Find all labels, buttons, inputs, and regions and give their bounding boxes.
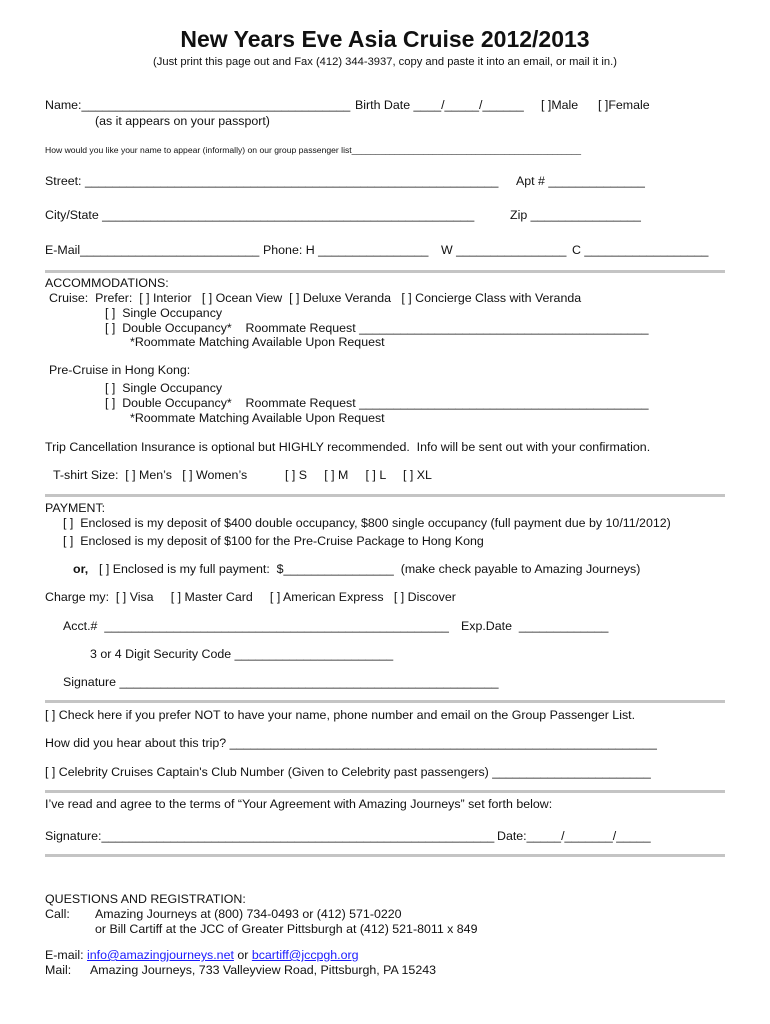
form-subtitle: (Just print this page out and Fax (412) 344-3937, copy and paste it into an email, or mail it in.) — [153, 56, 617, 68]
call-line-1: Amazing Journeys at (800) 734-0493 or (412) 571-0220 — [95, 907, 402, 921]
single-occupancy-checkbox[interactable]: [ ] Single Occupancy — [105, 306, 223, 320]
section-divider — [45, 790, 725, 793]
accommodations-heading: ACCOMMODATIONS: — [45, 276, 169, 290]
phone-work-field[interactable]: W ________________ — [441, 243, 567, 257]
precruise-roommate-note: *Roommate Matching Available Upon Request — [130, 411, 385, 425]
tshirt-options[interactable]: T-shirt Size: [ ] Men’s [ ] Women’s — [53, 468, 248, 482]
male-checkbox[interactable]: [ ]Male — [541, 98, 579, 112]
mail-address: Amazing Journeys, 733 Valleyview Road, Pittsburgh, PA 15243 — [90, 963, 436, 977]
call-label: Call: — [45, 907, 70, 921]
female-checkbox[interactable]: [ ]Female — [598, 98, 650, 112]
cruise-preference-options[interactable]: Cruise: Prefer: [ ] Interior [ ] Ocean View [ ] Deluxe Veranda [ ] Concierge Class with Veranda — [49, 291, 582, 305]
tshirt-size-options[interactable]: [ ] S [ ] M [ ] L [ ] XL — [285, 468, 432, 482]
section-divider — [45, 700, 725, 703]
deposit-double-checkbox[interactable]: [ ] Enclosed is my deposit of $400 double occupancy, $800 single occupancy (full payment due by 10/11/2012) — [63, 516, 671, 530]
deposit-precruise-checkbox[interactable]: [ ] Enclosed is my deposit of $100 for the Pre-Cruise Package to Hong Kong — [63, 534, 484, 548]
full-payment-checkbox[interactable]: [ ] Enclosed is my full payment: $________________ (make check payable to Amazing Journeys) — [99, 562, 641, 576]
roommate-note: *Roommate Matching Available Upon Request — [130, 335, 385, 349]
mail-label: Mail: — [45, 963, 72, 977]
exp-date-field[interactable]: Exp.Date _____________ — [461, 619, 609, 633]
apt-field[interactable]: Apt # ______________ — [516, 174, 645, 188]
call-line-2: or Bill Cartiff at the JCC of Greater Pittsburgh at (412) 521-8011 x 849 — [95, 922, 478, 936]
security-code-field[interactable]: 3 or 4 Digit Security Code _______________________ — [90, 647, 394, 661]
or-label: or, — [73, 562, 89, 576]
double-occupancy-checkbox[interactable]: [ ] Double Occupancy* Roommate Request __________________________________________ — [105, 321, 649, 335]
precruise-single-checkbox[interactable]: [ ] Single Occupancy — [105, 381, 223, 395]
phone-home-field[interactable]: Phone: H ________________ — [263, 243, 429, 257]
informal-name-field[interactable]: How would you like your name to appear (informally) on our group passenger list________________________________________________ — [45, 145, 582, 155]
street-field[interactable]: Street: ____________________________________________________________ — [45, 174, 499, 188]
zip-field[interactable]: Zip ________________ — [510, 208, 641, 222]
captains-club-field[interactable]: [ ] Celebrity Cruises Captain's Club Number (Given to Celebrity past passengers) _______________________ — [45, 765, 651, 779]
insurance-note: Trip Cancellation Insurance is optional but HIGHLY recommended. Info will be sent out with your confirmation. — [45, 440, 651, 454]
name-field[interactable]: Name:_______________________________________ — [45, 98, 351, 112]
city-state-field[interactable]: City/State ______________________________________________________ — [45, 208, 475, 222]
birth-date-field[interactable]: Birth Date ____/_____/______ — [355, 98, 524, 112]
form-title: New Years Eve Asia Cruise 2012/2013 — [180, 26, 590, 52]
email-field[interactable]: E-Mail__________________________ — [45, 243, 260, 257]
charge-card-options[interactable]: Charge my: [ ] Visa [ ] Master Card [ ] American Express [ ] Discover — [45, 590, 456, 604]
agreement-date-field[interactable]: Date:_____/_______/_____ — [497, 829, 651, 843]
payment-heading: PAYMENT: — [45, 501, 106, 515]
email-link-info[interactable]: info@amazingjourneys.net — [87, 948, 234, 962]
section-divider — [45, 854, 725, 857]
account-number-field[interactable]: Acct.# __________________________________________________ — [63, 619, 449, 633]
agreement-signature-field[interactable]: Signature:_________________________________________________________ — [45, 829, 495, 843]
email-or-text: or — [233, 948, 252, 962]
section-divider — [45, 494, 725, 497]
agreement-text: I’ve read and agree to the terms of “Your Agreement with Amazing Journeys” set forth below: — [45, 797, 553, 811]
precruise-double-checkbox[interactable]: [ ] Double Occupancy* Roommate Request __________________________________________ — [105, 396, 649, 410]
email-label: E-mail: — [45, 948, 84, 962]
contact-heading: QUESTIONS AND REGISTRATION: — [45, 892, 246, 906]
phone-cell-field[interactable]: C __________________ — [572, 243, 709, 257]
email-contact-line — [45, 948, 359, 963]
payment-signature-field[interactable]: Signature _______________________________________________________ — [63, 675, 499, 689]
name-note: (as it appears on your passport) — [95, 114, 270, 128]
precruise-heading: Pre-Cruise in Hong Kong: — [49, 363, 191, 377]
referral-field[interactable]: How did you hear about this trip? ______________________________________________________________ — [45, 736, 657, 750]
email-link-bcartiff[interactable]: bcartiff@jccpgh.org — [251, 948, 359, 962]
section-divider — [45, 270, 725, 273]
privacy-checkbox[interactable]: [ ] Check here if you prefer NOT to have your name, phone number and email on the Group Passenger List. — [45, 708, 636, 722]
